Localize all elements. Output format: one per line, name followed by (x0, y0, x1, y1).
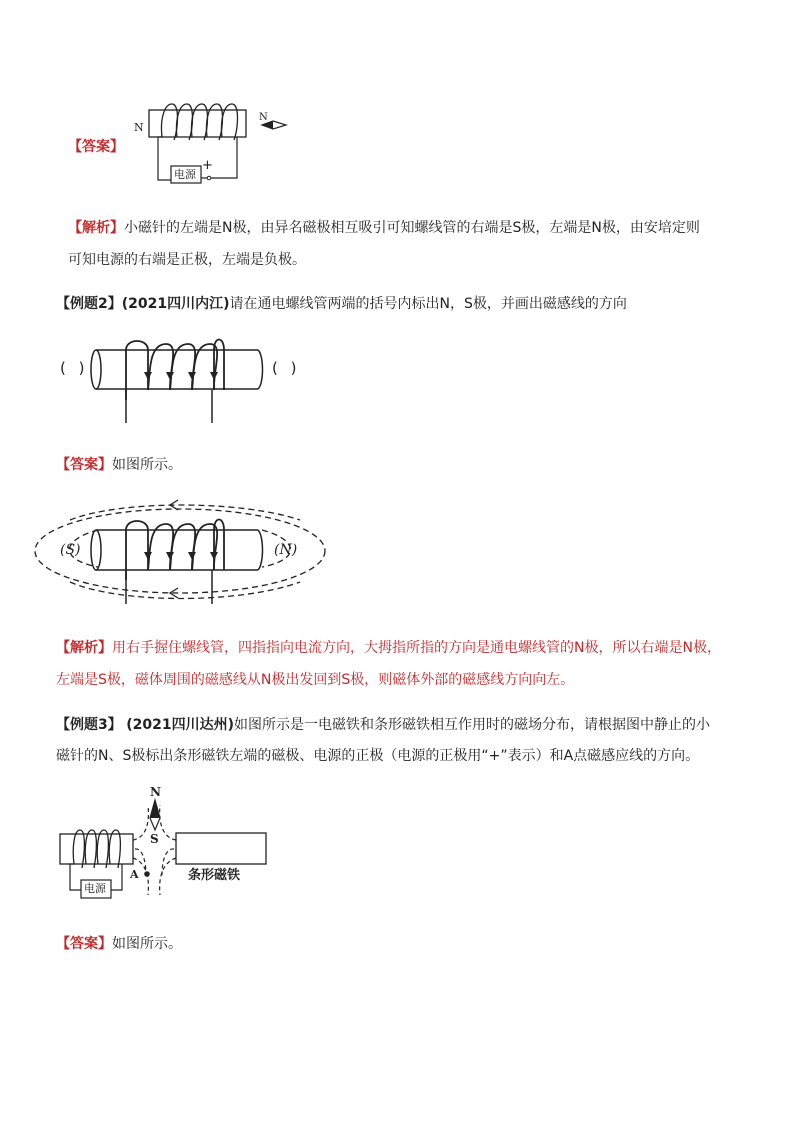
example3-source-label: 电源 (84, 882, 106, 895)
analysis2-line2: 左端是S极，磁体周围的磁感线从N极出发回到S极，则磁体外部的磁感线方向向左。 (56, 672, 575, 688)
analysis1-label: 【解析】 (68, 220, 124, 236)
example2-right-paren: ( ) (272, 359, 301, 377)
answer2-text: 如图所示。 (112, 457, 182, 473)
answer3-label: 【答案】 (56, 936, 112, 952)
analysis1-line2: 可知电源的右端是正极，左端是负极。 (68, 252, 306, 268)
answer1-compass-pole: N (259, 112, 268, 123)
answer1-left-pole: N (134, 121, 144, 134)
example3-needle-s: S (150, 832, 159, 846)
answer3-line (56, 934, 182, 954)
analysis1-text1: 小磁针的左端是N极，由异名磁极相互吸引可知螺线管的右端是S极，左端是N极，由安培定则 (124, 220, 700, 236)
example3-source: (2021四川达州) (126, 717, 234, 733)
answer2-label: 【答案】 (56, 457, 112, 473)
answer2-left-pole: (S) (60, 542, 81, 558)
answer1-source-label: 电源 (174, 168, 196, 181)
answer2-right-pole: (N) (274, 542, 298, 558)
example2-question-text: 请在通电螺线管两端的括号内标出N，S极，并画出磁感线的方向 (229, 296, 627, 312)
example3-point-a: A (130, 868, 139, 881)
example3-needle-n: N (150, 785, 161, 799)
analysis2-label: 【解析】 (56, 640, 112, 656)
analysis2-text1: 用右手握住螺线管，四指指向电流方向，大拇指所指的方向是通电螺线管的N极，所以右端是N极， (112, 640, 721, 656)
example3-bar-magnet-label: 条形磁铁 (188, 868, 241, 883)
example2-label: 【例题2】 (56, 296, 122, 312)
example3-label: 【例题3】 (56, 717, 122, 733)
example3-text1: 如图所示是一电磁铁和条形磁铁相互作用时的磁场分布，请根据图中静止的小 (233, 717, 710, 733)
answer3-text: 如图所示。 (112, 936, 182, 952)
example2-source: (2021四川内江) (121, 296, 230, 312)
answer1-label: 【答案】 (68, 139, 124, 155)
example2-left-paren: ( ) (60, 359, 89, 377)
example3-line2: 磁针的N、S极标出条形磁铁左端的磁极、电源的正极（电源的正极用“+”表示）和A点磁感应线的方向。 (56, 748, 700, 764)
answer1-plus-sign: + (202, 158, 213, 173)
